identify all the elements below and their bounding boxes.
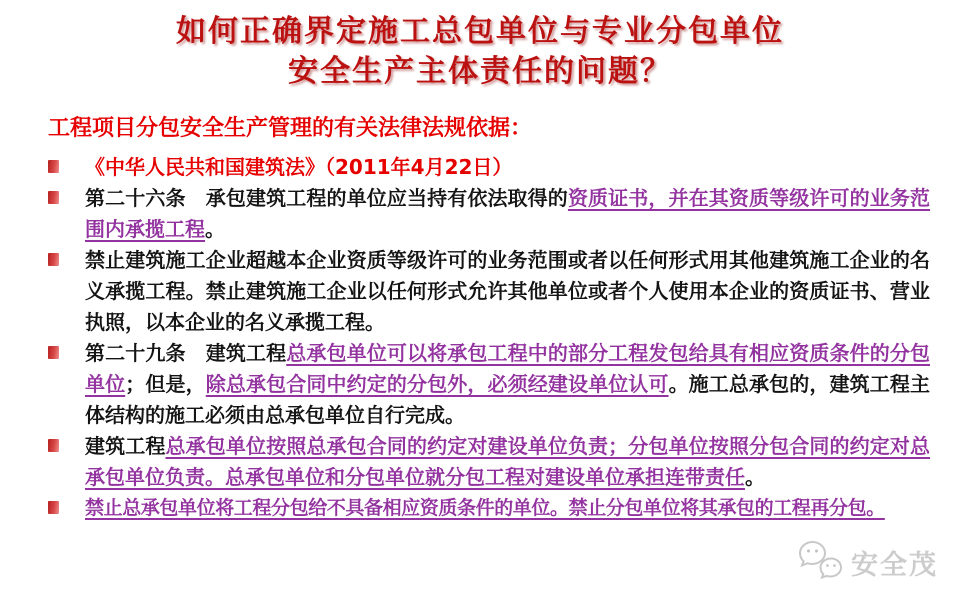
bullet-item: [48, 431, 930, 493]
text-run-black: 。: [205, 217, 225, 241]
bullet-square-icon: [48, 439, 59, 452]
text-run-black: 建筑工程: [85, 434, 166, 458]
text-run-black: 。施工总承包的，建筑工程主体结构的施工必须由总承包单位自行完成。: [85, 372, 931, 427]
bullet-list: [48, 152, 930, 524]
bullet-item: [48, 338, 930, 431]
bullet-text: [85, 493, 930, 524]
text-run-magenta: 禁止总承包单位将工程分包给不具备相应资质条件的单位。禁止分包单位将其承包的工程再分包。: [85, 497, 885, 519]
slide-title-line-1: 如何正确界定施工总包单位与专业分包单位: [176, 14, 784, 49]
bullet-square-icon: [48, 501, 59, 514]
bullet-square-icon: [48, 346, 59, 359]
text-run-black: 第二十九条 建筑工程: [85, 341, 287, 365]
bullet-item: [48, 152, 930, 183]
bullet-square-icon: [48, 191, 59, 204]
section-heading: 工程项目分包安全生产管理的有关法律法规依据：: [48, 116, 533, 141]
bullet-square-icon: [48, 253, 59, 266]
wechat-chat-bubbles-icon: [797, 539, 845, 585]
slide-body: [0, 92, 960, 524]
text-run-black: 第二十六条 承包建筑工程的单位应当持有依法取得的: [85, 186, 568, 210]
text-run-black: ；但是，: [125, 372, 206, 396]
watermark-label: 安全茂: [851, 549, 938, 581]
text-run-red: 《中华人民共和国建筑法》（2011年4月22日）: [85, 155, 513, 179]
bullet-text: [85, 245, 930, 338]
text-run-black: 。: [745, 465, 765, 489]
slide-title-line-2: 安全生产主体责任的问题？: [288, 54, 672, 89]
slide-title: [0, 0, 960, 92]
text-run-black: 禁止建筑施工企业超越本企业资质等级许可的业务范围或者以任何形式用其他建筑施工企业的名义承揽工程。禁止建筑施工企业以任何形式允许其他单位或者个人使用本企业的资质证书、营业执照，以本企业的名义承揽工程。: [85, 248, 930, 334]
bullet-text: [85, 152, 930, 183]
bullet-text: [85, 431, 930, 493]
text-run-magenta: 资质证书，并在其资质等级许可的业务范围内承揽工程: [85, 186, 931, 241]
text-run-magenta: 总承包单位按照总承包合同的约定对建设单位负责；分包单位按照分包合同的约定对总承包单位负责。总承包单位和分包单位就分包工程对建设单位承担连带责任: [85, 434, 931, 489]
bullet-text: [85, 338, 930, 431]
watermark: [797, 539, 938, 585]
bullet-item: [48, 245, 930, 338]
bullet-text: [85, 183, 930, 245]
bullet-item: [48, 493, 930, 524]
bullet-square-icon: [48, 160, 59, 173]
bullet-item: [48, 183, 930, 245]
text-run-magenta: 总承包单位可以将承包工程中的部分工程发包给具有相应资质条件的分包单位: [85, 341, 931, 396]
text-run-magenta: 除总承包合同中约定的分包外，必须经建设单位认可: [205, 372, 669, 396]
